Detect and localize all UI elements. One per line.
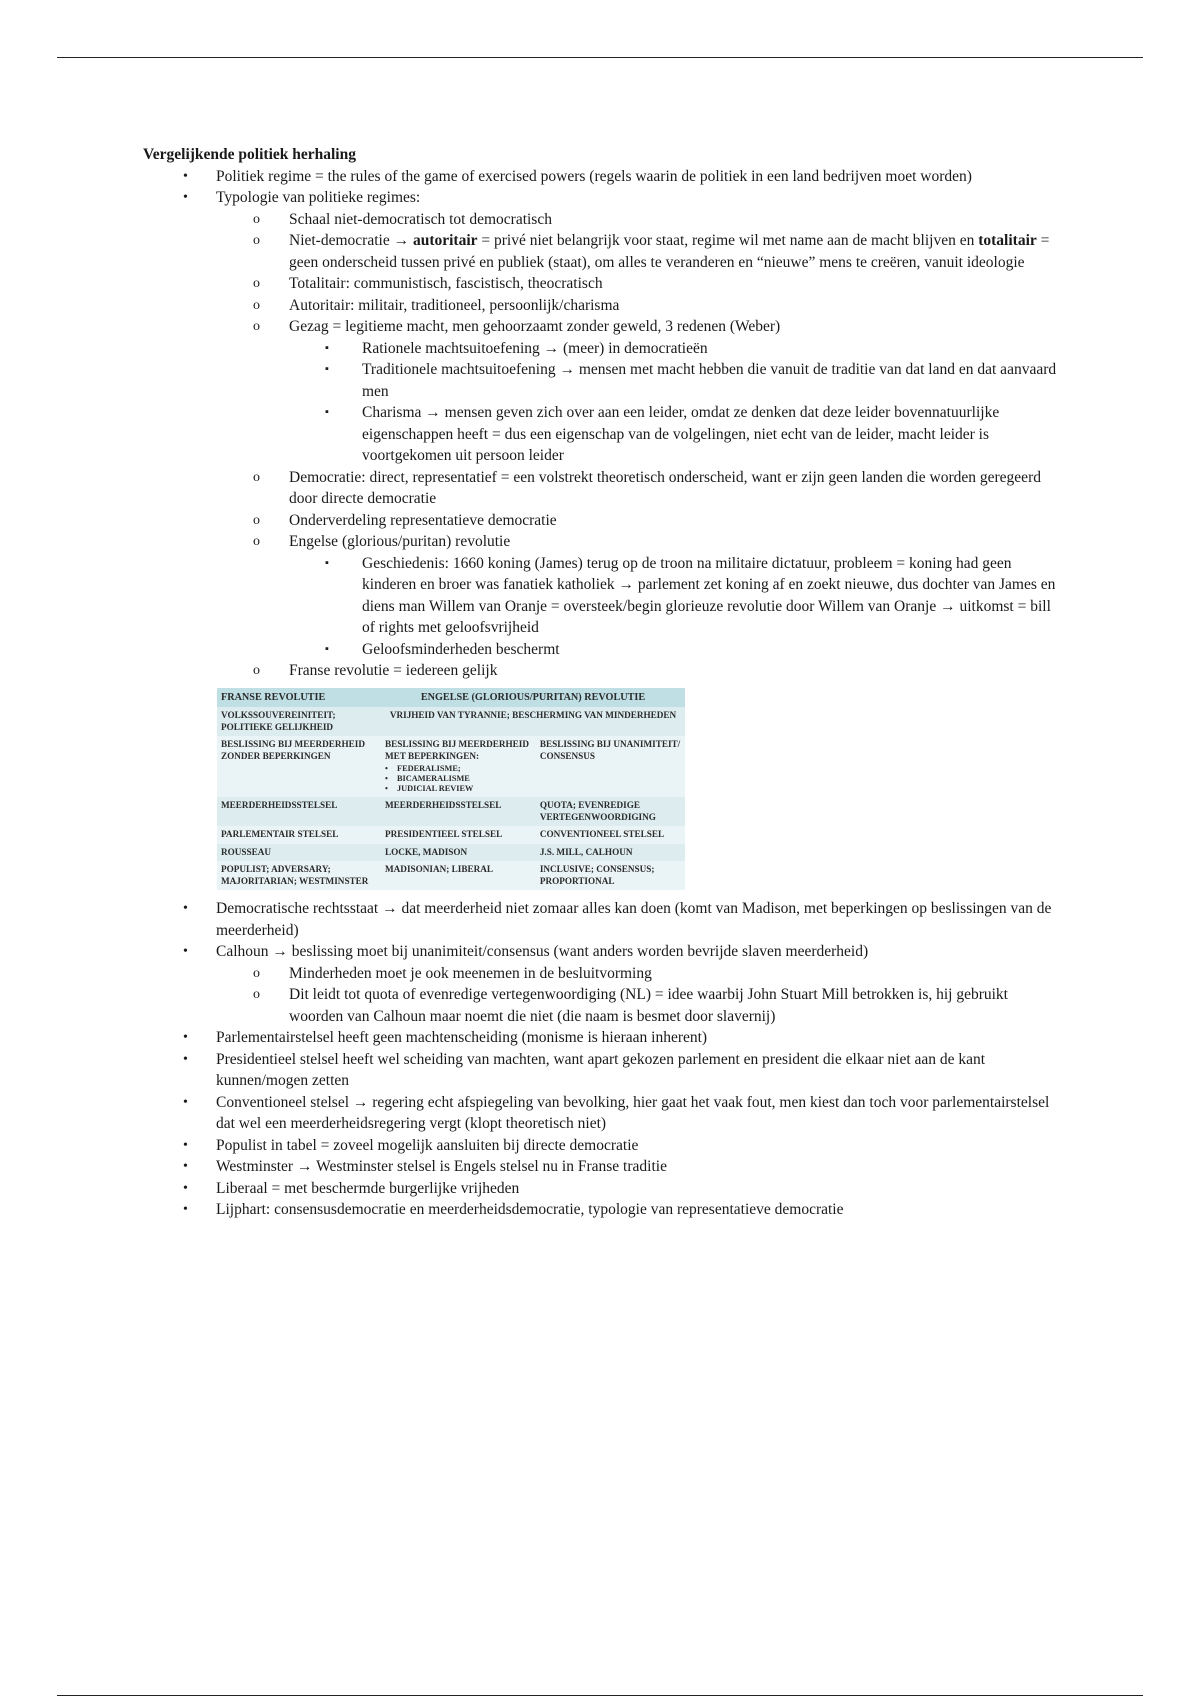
subsub-item: ▪ Charisma → mensen geven zich over aan een leider, omdat ze denken dat deze leider bovennatuurlijke eigenschappen heeft = dus een eigenschap van de volgelingen, niet echt van de leider, macht leider is voortgekomen uit persoon leider	[143, 402, 1063, 467]
table-row	[217, 826, 685, 844]
subsub-item: ▪ Traditionele machtsuitoefening → mensen met macht hebben die vanuit de traditie van dat land en dat aanvaard men	[143, 359, 1063, 402]
bullet-item: • Parlementairstelsel heeft geen machtenscheiding (monisme is hieraan inherent)	[143, 1027, 1063, 1049]
bullet-list-2	[143, 898, 1063, 1221]
table-header-cell: ENGELSE (GLORIOUS/PURITAN) REVOLUTIE	[381, 688, 685, 708]
table-cell: BESLISSING BIJ UNANIMITEIT/ CONSENSUS	[539, 739, 681, 761]
text-span: Niet-democratie →	[289, 232, 413, 249]
bold-term: autoritair	[412, 232, 478, 249]
bold-term: totalitair	[978, 232, 1037, 249]
bullet-item: • Democratische rechtsstaat → dat meerderheid niet zomaar alles kan doen (komt van Madison, met beperkingen op beslissingen van de meerderheid)	[143, 898, 1063, 941]
table-row	[217, 707, 685, 736]
subsub-list	[143, 338, 1063, 467]
subsub-item: ▪ Geloofsminderheden beschermt	[143, 639, 1063, 661]
table-row	[217, 736, 685, 797]
comparison-table-wrapper	[217, 688, 685, 891]
subsub-item: ▪ Rationele machtsuitoefening → (meer) in democratieën	[143, 338, 1063, 360]
bullet-list-1	[143, 166, 1063, 682]
cell-list-item: • FEDERALISME;	[385, 764, 532, 774]
sub-list	[143, 209, 1063, 682]
table-row	[217, 861, 685, 890]
table-cell: INCLUSIVE; CONSENSUS; PROPORTIONAL	[539, 864, 655, 886]
table-cell: POPULIST; ADVERSARY; MAJORITARIAN; WESTMINSTER	[221, 864, 369, 886]
subsub-list	[143, 553, 1063, 661]
table-cell: VRIJHEID VAN TYRANNIE; BESCHERMING VAN MINDERHEDEN	[381, 707, 685, 736]
bullet-item: • Lijphart: consensusdemocratie en meerderheidsdemocratie, typologie van representatieve democratie	[143, 1199, 1063, 1221]
sub-item: o Franse revolutie = iedereen gelijk	[143, 660, 1063, 682]
table-cell	[381, 736, 536, 797]
sub-item: o Schaal niet-democratisch tot democratisch	[143, 209, 1063, 231]
comparison-table	[217, 688, 685, 891]
text-span: = geen onderscheid tussen privé en publiek (staat), om alles te veranderen en “nieuwe” mens te creëren, vanuit ideologie	[289, 232, 1050, 271]
sub-item: o Totalitair: communistisch, fascistisch, theocratisch	[143, 273, 1063, 295]
bullet-item	[143, 941, 1063, 1027]
table-cell: MADISONIAN; LIBERAL	[385, 864, 493, 874]
sub-item: o Onderverdeling representatieve democratie	[143, 510, 1063, 532]
sub-item	[143, 316, 1063, 467]
table-cell: ROUSSEAU	[217, 844, 381, 862]
table-row	[217, 797, 685, 826]
table-cell: VOLKSSOUVEREINITEIT; POLITIEKE GELIJKHEID	[217, 707, 381, 736]
bullet-item: • Westminster → Westminster stelsel is Engels stelsel nu in Franse traditie	[143, 1156, 1063, 1178]
table-cell: PRESIDENTIEEL STELSEL	[385, 829, 503, 839]
bullet-item: • Populist in tabel = zoveel mogelijk aansluiten bij directe democratie	[143, 1135, 1063, 1157]
bullet-text: Calhoun → beslissing moet bij unanimiteit/consensus (want anders worden bevrijde slaven meerderheid)	[216, 943, 869, 960]
cell-list	[385, 764, 532, 794]
subsub-item: ▪ Geschiedenis: 1660 koning (James) terug op de troon na militaire dictatuur, probleem = koning had geen kinderen en broer was fanatiek katholiek → parlement zet koning af en zoekt nieuwe, dus dochter van James en diens man Willem van Oranje = oversteek/begin glorieuze revolutie door Willem van Oranje → uitkomst = bill of rights met geloofsvrijheid	[143, 553, 1063, 639]
bullet-text: Typologie van politieke regimes:	[216, 189, 421, 206]
table-cell: J.S. MILL, CALHOUN	[536, 844, 685, 862]
table-header-cell: FRANSE REVOLUTIE	[217, 688, 381, 708]
sub-item: o Minderheden moet je ook meenemen in de besluitvorming	[143, 963, 1063, 985]
sub-text: Engelse (glorious/puritan) revolutie	[289, 533, 511, 550]
table-cell: MEERDERHEIDSSTELSEL	[217, 797, 381, 826]
table-row	[217, 844, 685, 862]
bullet-item: • Politiek regime = the rules of the game of exercised powers (regels waarin de politiek in een land bedrijven moet worden)	[143, 166, 1063, 188]
table-cell: LOCKE, MADISON	[381, 844, 536, 862]
table-header-row	[217, 688, 685, 708]
table-cell: PARLEMENTAIR STELSEL	[221, 829, 339, 839]
table-cell: MEERDERHEIDSSTELSEL	[381, 797, 536, 826]
sub-list	[143, 963, 1063, 1028]
bullet-item: • Conventioneel stelsel → regering echt afspiegeling van bevolking, hier gaat het vaak fout, men kiest dan toch voor parlementairstelsel dat wel een meerderheidsregering vergt (klopt theoretisch niet)	[143, 1092, 1063, 1135]
sub-text: Gezag = legitieme macht, men gehoorzaamt zonder geweld, 3 redenen (Weber)	[289, 318, 781, 335]
table-cell: CONVENTIONEEL STELSEL	[539, 829, 665, 839]
document-body	[143, 144, 1063, 1221]
cell-list-item: • JUDICIAL REVIEW	[385, 784, 532, 794]
bullet-item: • Presidentieel stelsel heeft wel scheiding van machten, want apart gekozen parlement en president die elkaar niet aan de kant kunnen/mogen zetten	[143, 1049, 1063, 1092]
bullet-item: • Liberaal = met beschermde burgerlijke vrijheden	[143, 1178, 1063, 1200]
table-cell: BESLISSING BIJ MEERDERHEID ZONDER BEPERKINGEN	[221, 739, 365, 761]
sub-item: o Dit leidt tot quota of evenredige vertegenwoordiging (NL) = idee waarbij John Stuart Mill betrokken is, hij gebruikt woorden van Calhoun maar noemt die niet (die naam is besmet door slavernij)	[143, 984, 1063, 1027]
sub-item	[143, 531, 1063, 660]
sub-item: o Autoritair: militair, traditioneel, persoonlijk/charisma	[143, 295, 1063, 317]
sub-item: o Democratie: direct, representatief = een volstrekt theoretisch onderscheid, want er zijn geen landen die worden geregeerd door directe democratie	[143, 467, 1063, 510]
cell-text: BESLISSING BIJ MEERDERHEID MET BEPERKINGEN:	[385, 739, 529, 761]
document-title: Vergelijkende politiek herhaling	[143, 146, 356, 163]
sub-item	[143, 230, 1063, 273]
cell-list-item: • BICAMERALISME	[385, 774, 532, 784]
text-span: = privé niet belangrijk voor staat, regime wil met name aan de macht blijven en	[477, 232, 979, 249]
footer-rule	[57, 1695, 1143, 1696]
bullet-item	[143, 187, 1063, 682]
header-rule	[57, 57, 1143, 58]
table-cell: QUOTA; EVENREDIGE VERTEGENWOORDIGING	[536, 797, 685, 826]
